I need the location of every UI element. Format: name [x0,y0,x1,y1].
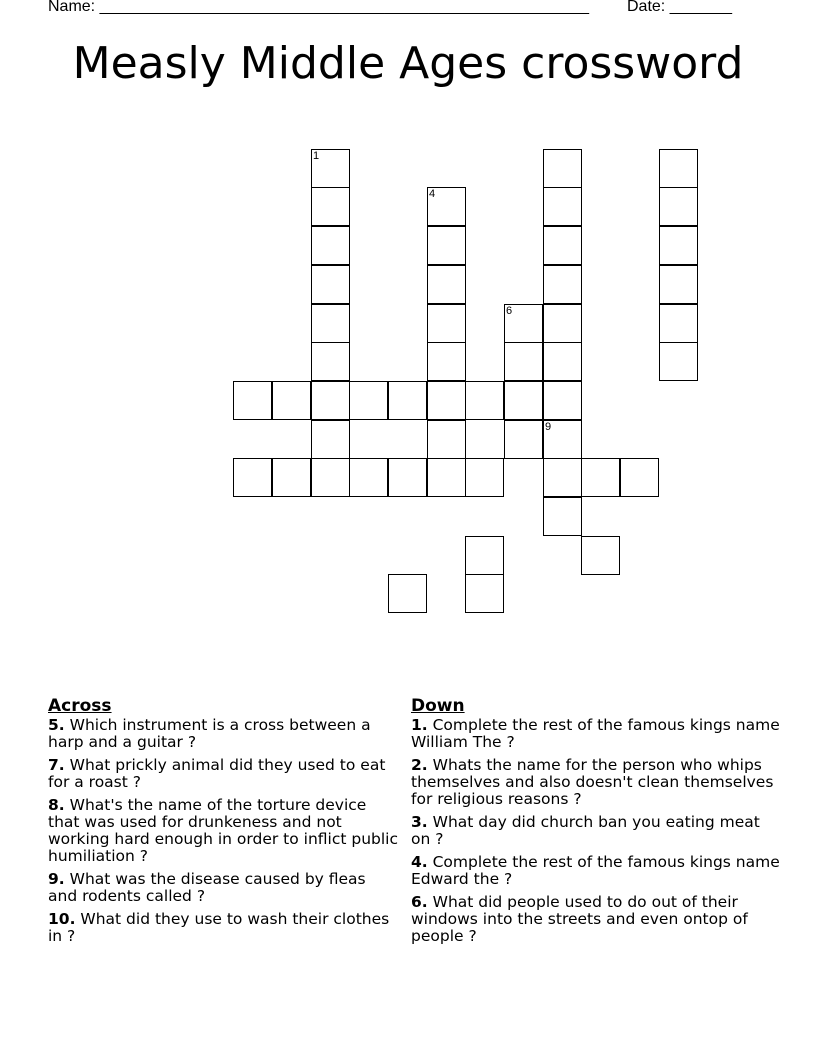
across-clues [48,698,398,951]
grid-cell[interactable] [427,265,466,304]
grid-cell[interactable] [543,187,582,226]
grid-cell[interactable] [543,342,582,381]
grid-cell[interactable] [311,226,350,265]
grid-cell[interactable] [659,187,698,226]
grid-cell[interactable] [504,420,543,459]
clue-text: Complete the rest of the famous kings name William The ? [411,716,780,751]
grid-cell[interactable] [659,342,698,381]
clue-text: Complete the rest of the famous kings name Edward the ? [411,853,780,888]
grid-cell[interactable] [233,458,272,497]
grid-cell[interactable] [504,381,543,420]
grid-cell[interactable] [349,381,388,420]
clue-number-label: 6 [506,305,513,317]
grid-cell[interactable] [272,458,311,497]
clue-text: What was the disease caused by fleas and rodents called ? [48,870,366,905]
grid-cell[interactable] [311,381,350,420]
grid-cell[interactable] [504,304,543,343]
grid-cell[interactable] [349,458,388,497]
grid-cell[interactable] [427,304,466,343]
grid-cell[interactable] [465,458,504,497]
grid-cell[interactable] [581,458,620,497]
grid-cell[interactable] [311,149,350,188]
grid-cell[interactable] [388,574,427,613]
grid-cell[interactable] [311,304,350,343]
grid-cell[interactable] [543,304,582,343]
clue-down-3 [411,814,781,848]
clue-text: What prickly animal did they used to eat for a roast ? [48,756,386,791]
clue-text: What day did church ban you eating meat on ? [411,813,760,848]
grid-cell[interactable] [388,458,427,497]
grid-cell[interactable] [427,226,466,265]
grid-cell[interactable] [543,226,582,265]
across-heading: Across [48,696,112,716]
clue-down-6 [411,894,781,945]
clue-text: What did people used to do out of their windows into the streets and even ontop of people ? [411,893,748,945]
clue-number-label: 9 [545,421,552,433]
grid-cell[interactable] [659,304,698,343]
grid-cell[interactable] [659,265,698,304]
down-heading: Down [411,696,465,716]
grid-cell[interactable] [659,149,698,188]
clue-across-10 [48,911,398,945]
clue-across-5 [48,717,398,751]
clue-number: 3. [411,813,428,831]
clue-across-7 [48,757,398,791]
clue-number: 1. [411,716,428,734]
clue-number: 5. [48,716,65,734]
grid-cell[interactable] [543,149,582,188]
grid-cell[interactable] [620,458,659,497]
clue-down-2 [411,757,781,808]
grid-cell[interactable] [427,381,466,420]
grid-cell[interactable] [465,381,504,420]
clue-number-label: 4 [429,188,436,200]
grid-cell[interactable] [427,187,466,226]
clue-text: Whats the name for the person who whips themselves and also doesn't clean themselves for religious reasons ? [411,756,774,808]
clue-number: 2. [411,756,428,774]
grid-cell[interactable] [311,265,350,304]
clue-number: 9. [48,870,65,888]
grid-cell[interactable] [504,342,543,381]
grid-cell[interactable] [388,381,427,420]
clue-text: Which instrument is a cross between a harp and a guitar ? [48,716,371,751]
down-clues [411,698,781,951]
grid-cell[interactable] [311,342,350,381]
grid-cell[interactable] [465,574,504,613]
clue-number-label: 1 [313,150,320,162]
grid-cell[interactable] [311,187,350,226]
clue-number: 4. [411,853,428,871]
clue-across-9 [48,871,398,905]
grid-cell[interactable] [427,458,466,497]
grid-cell[interactable] [543,420,582,459]
grid-cell[interactable] [311,420,350,459]
grid-cell[interactable] [311,458,350,497]
clue-number: 6. [411,893,428,911]
clue-down-1 [411,717,781,751]
grid-cell[interactable] [427,420,466,459]
clue-text: What's the name of the torture device that was used for drunkeness and not working hard enough in order to inflict public humiliation ? [48,796,399,865]
grid-cell[interactable] [543,458,582,497]
grid-cell[interactable] [465,536,504,575]
grid-cell[interactable] [427,342,466,381]
grid-cell[interactable] [233,381,272,420]
clue-number: 7. [48,756,65,774]
grid-cell[interactable] [659,226,698,265]
grid-cell[interactable] [543,265,582,304]
clue-number: 10. [48,910,76,928]
grid-cell[interactable] [543,497,582,536]
clue-down-4 [411,854,781,888]
grid-cell[interactable] [581,536,620,575]
name-field-label: Name: _______________________________________________________ [48,0,589,15]
grid-cell[interactable] [272,381,311,420]
page-title: Measly Middle Ages crossword [72,38,744,89]
clue-number: 8. [48,796,65,814]
grid-cell[interactable] [543,381,582,420]
clue-text: What did they use to wash their clothes in ? [48,910,390,945]
clue-across-8 [48,797,398,865]
date-field-label: Date: _______ [627,0,732,15]
